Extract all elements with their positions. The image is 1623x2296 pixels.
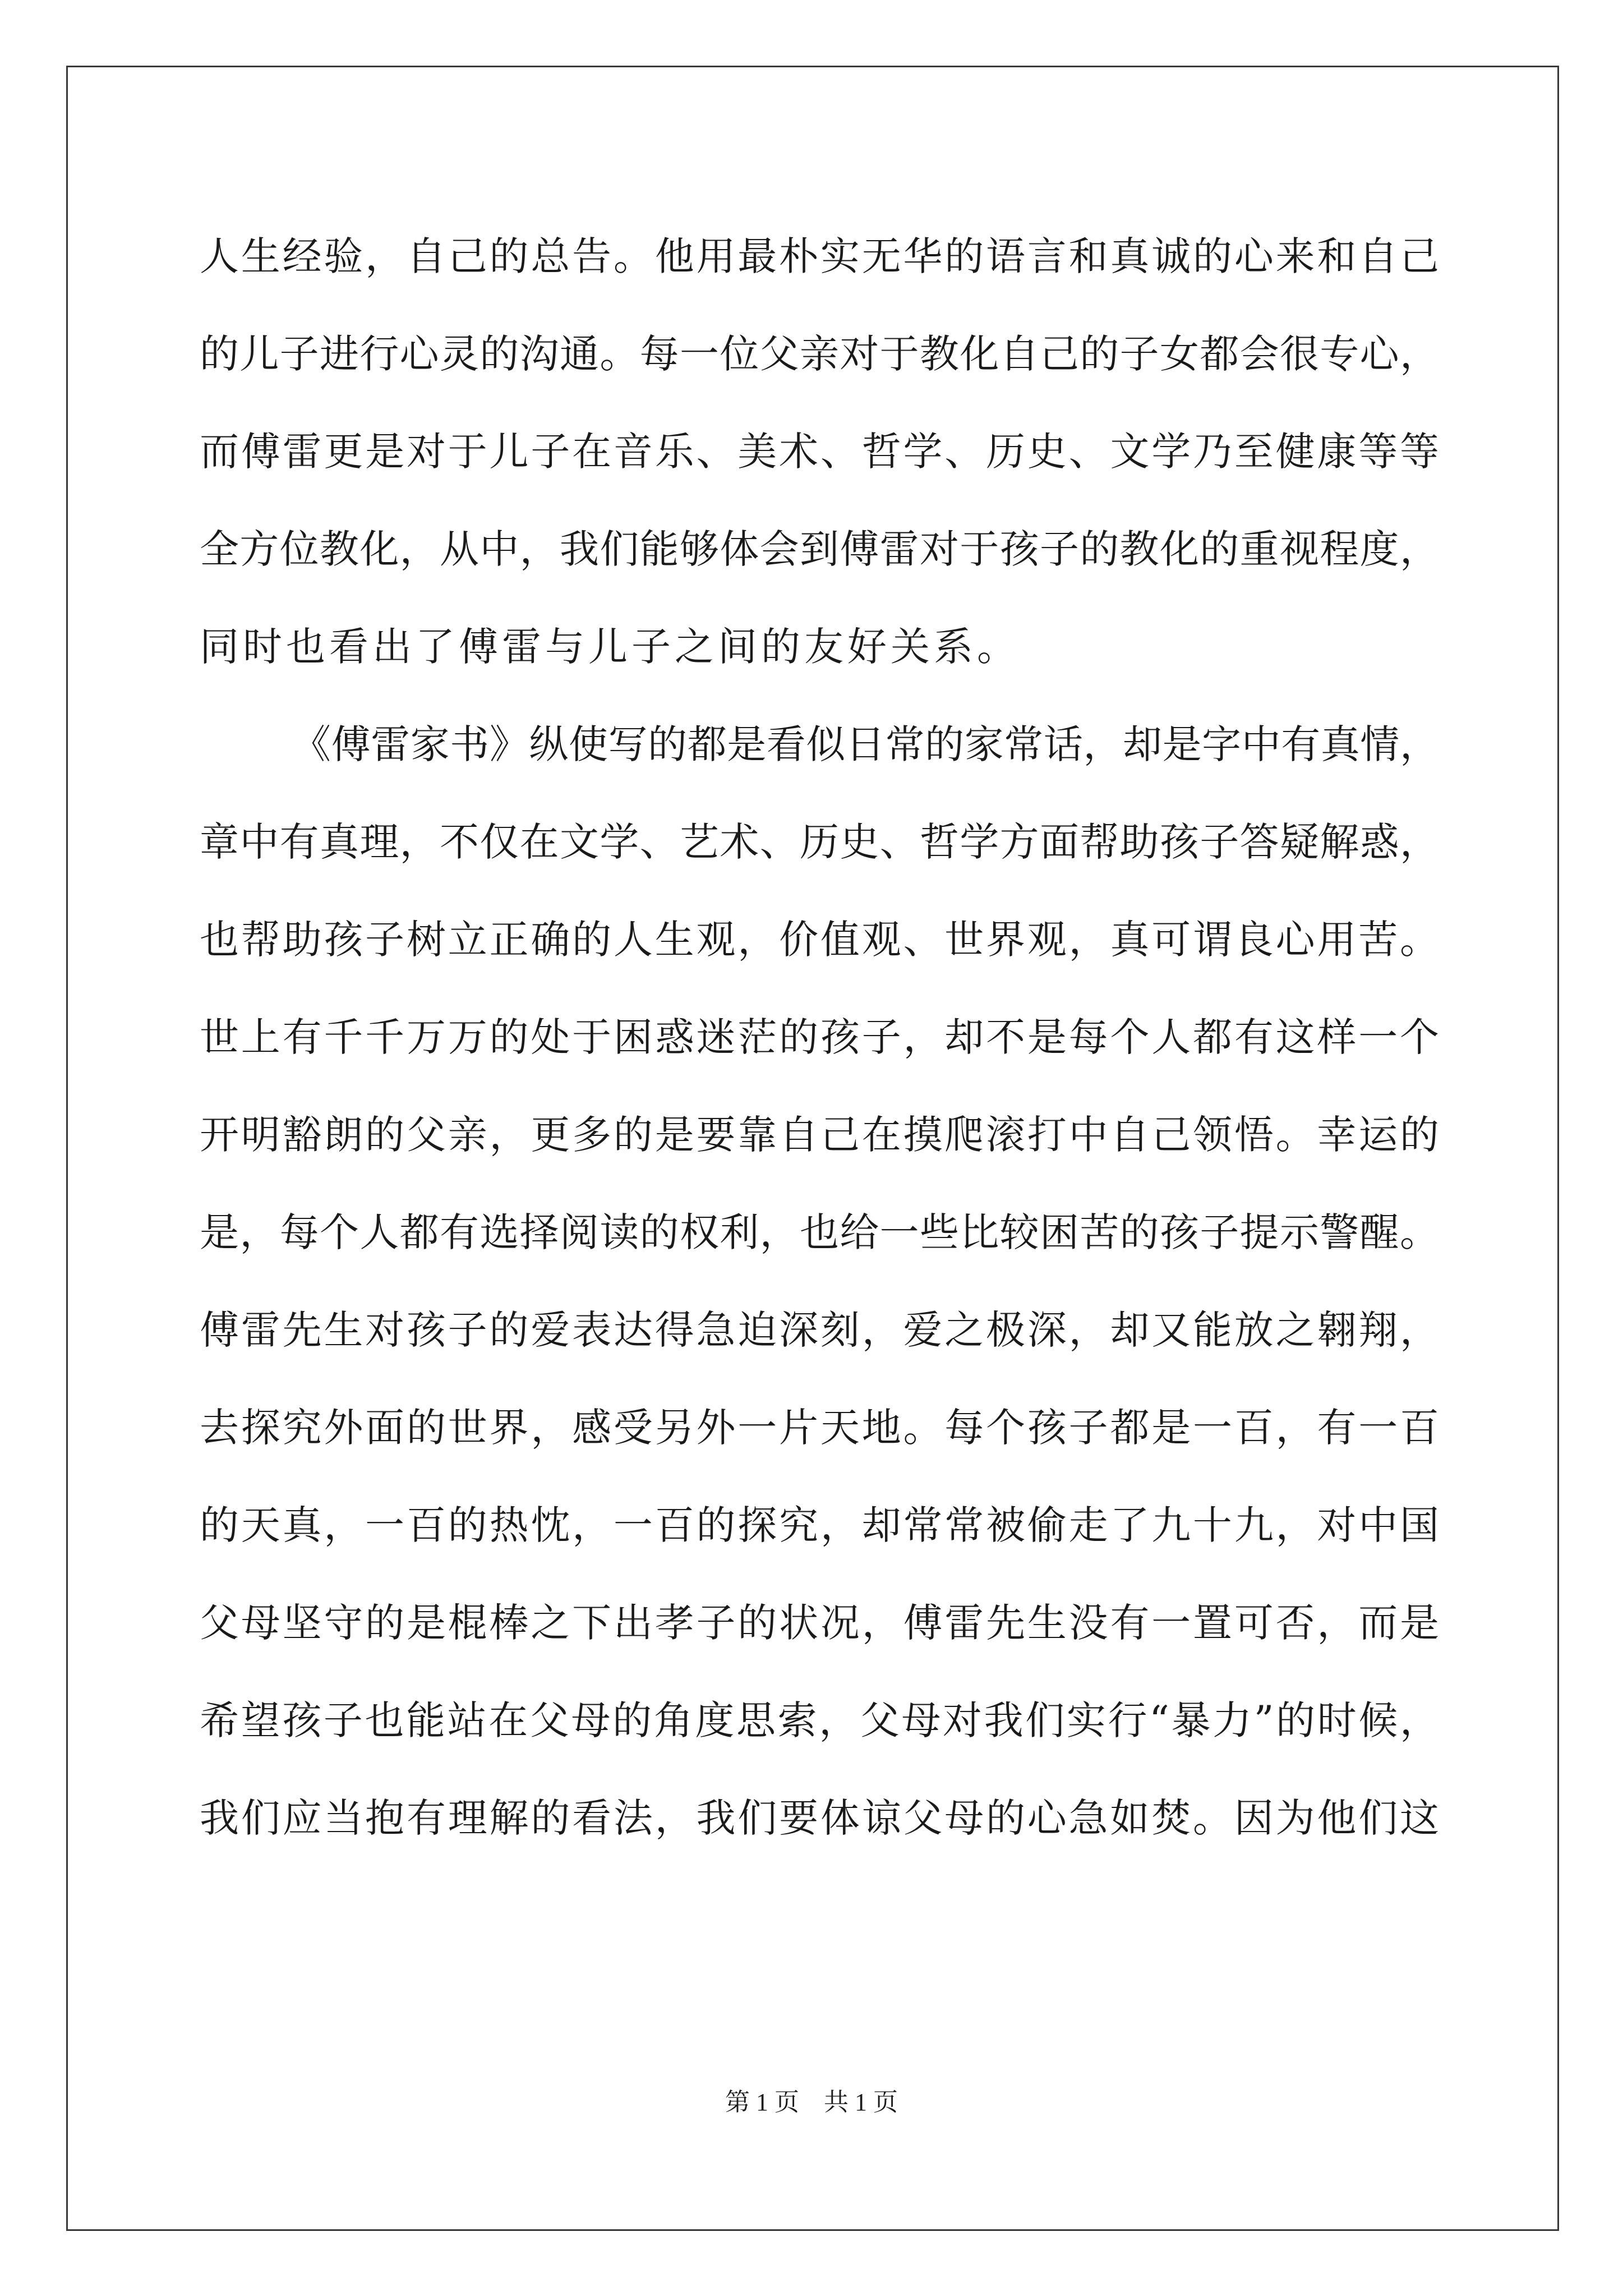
text-line-11: 是，每个人都有选择阅读的权利，也给一些比较困苦的孩子提示警醒。 (200, 1209, 1439, 1255)
text-line-2: 的儿子进行心灵的沟通。每一位父亲对于教化自己的子女都会很专心， (200, 331, 1439, 377)
text-line-4: 全方位教化，从中，我们能够体会到傅雷对于孩子的教化的重视程度， (200, 526, 1439, 572)
text-line-10: 开明豁朗的父亲，更多的是要靠自己在摸爬滚打中自己领悟。幸运的 (200, 1112, 1439, 1158)
text-line-1: 人生经验，自己的总告。他用最朴实无华的语言和真诚的心来和自己 (200, 233, 1439, 279)
text-line-5: 同时也看出了傅雷与儿子之间的友好关系。 (200, 624, 1020, 670)
text-line-12: 傅雷先生对孩子的爱表达得急迫深刻，爱之极深，却又能放之翱翔， (200, 1307, 1439, 1353)
page-number-footer: 第 1 页 共 1 页 (725, 2088, 898, 2116)
text-line-15: 父母坚守的是棍棒之下出孝子的状况，傅雷先生没有一置可否，而是 (200, 1600, 1439, 1646)
text-line-8: 也帮助孩子树立正确的人生观，价值观、世界观，真可谓良心用苦。 (200, 917, 1439, 963)
text-line-14: 的天真，一百的热忱，一百的探究，却常常被偷走了九十九，对中国 (200, 1502, 1439, 1548)
text-line-3: 而傅雷更是对于儿子在音乐、美术、哲学、历史、文学乃至健康等等 (200, 429, 1439, 475)
document-body (200, 208, 1439, 1867)
text-line-9: 世上有千千万万的处于困惑迷茫的孩子，却不是每个人都有这样一个 (200, 1014, 1439, 1060)
text-line-17: 我们应当抱有理解的看法，我们要体谅父母的心急如焚。因为他们这 (200, 1795, 1439, 1841)
text-line-6: 《傅雷家书》纵使写的都是看似日常的家常话，却是字中有真情， (292, 721, 1439, 767)
text-line-7: 章中有真理，不仅在文学、艺术、历史、哲学方面帮助孩子答疑解惑， (200, 819, 1439, 865)
text-line-16: 希望孩子也能站在父母的角度思索，父母对我们实行“暴力”的时候， (200, 1697, 1439, 1743)
text-line-13: 去探究外面的世界，感受另外一片天地。每个孩子都是一百，有一百 (200, 1405, 1439, 1451)
